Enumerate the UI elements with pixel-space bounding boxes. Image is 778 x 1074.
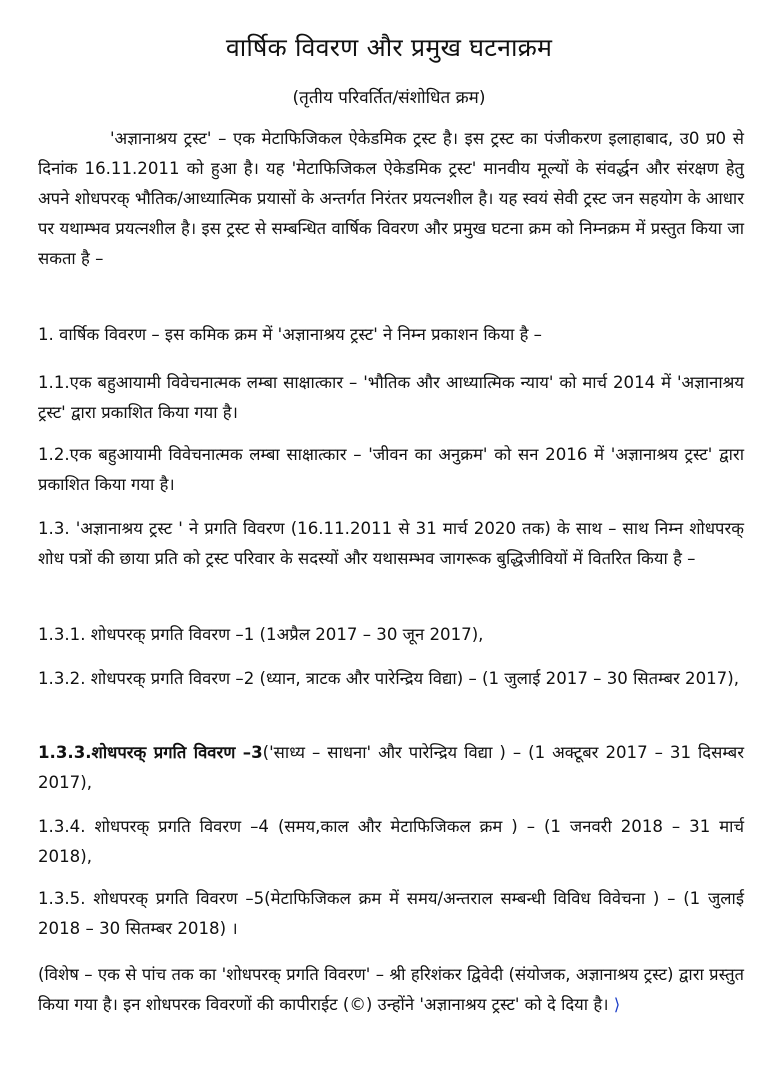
note-paragraph [38, 960, 744, 1020]
item-1-3: 1.3. 'अज्ञानाश्रय ट्रस्ट ' ने प्रगति विवरण (16.11.2011 से 31 मार्च 2020 तक) के साथ – साथ निम्न शोधपरक् शोध पत्रों की छाया प्रति को ट्रस्ट परिवार के सदस्यों और यथासम्भव जागरूक बुद्धिजीवियों में वितरित किया है – [38, 519, 744, 568]
intro-paragraph: 'अज्ञानाश्रय ट्रस्ट' – एक मेटाफिजिकल ऐकेडमिक ट्रस्ट है। इस ट्रस्ट का पंजीकरण इलाहाबाद, उ0 प्र0 से दिनांक 16.11.2011 को हुआ है। यह 'मेटाफिजिकल ऐकेडमिक ट्रस्ट' मानवीय मूल्यों के संवर्द्धन और संरक्षण हेतु अपने शोधपरक् भौतिक/आध्यात्मिक प्रयासों के अन्तर्गत निरंतर प्रयत्नशील है। यह स्वयं सेवी ट्रस्ट जन सहयोग के आधार पर यथाम्भव प्रयत्नशील है। इस ट्रस्ट से सम्बन्धित वार्षिक विवरण और प्रमुख घटना क्रम को निम्नक्रम में प्रस्तुत किया जा सकता है – [38, 129, 744, 268]
item-1-1: 1.1.एक बहुआयामी विवेचनात्मक लम्बा साक्षात्कार – 'भौतिक और आध्यात्मिक न्याय' को मार्च 2014 में 'अज्ञानाश्रय ट्रस्ट' द्वारा प्रकाशित किया गया है। [38, 373, 744, 422]
item-1-3-4: 1.3.4. शोधपरक् प्रगति विवरण –4 (समय,काल और मेटाफिजिकल क्रम ) – (1 जनवरी 2018 – 31 मार्च 2018), [38, 817, 744, 866]
page-title: वार्षिक विवरण और प्रमुख घटनाक्रम [225, 33, 553, 62]
item-1-3-2: 1.3.2. शोधपरक् प्रगति विवरण –2 (ध्यान, त्राटक और पारेन्द्रिय विद्या) – (1 जुलाई 2017 – 30 सितम्बर 2017), [38, 669, 739, 688]
cursor-mark-icon: ⟩ [613, 995, 621, 1014]
item-1-3-3-text: ('साध्य – साधना' और पारेन्द्रिय विद्या ) – (1 अक्टूबर 2017 – 31 दिसम्बर 2017), [38, 743, 744, 792]
item-1-3-1: 1.3.1. शोधपरक् प्रगति विवरण –1 (1अप्रैल 2017 – 30 जून 2017), [38, 625, 484, 644]
note-text: (विशेष – एक से पांच तक का 'शोधपरक् प्रगति विवरण' – श्री हरिशंकर द्विवेदी (संयोजक, अज्ञानाश्रय ट्रस्ट) द्वारा प्रस्तुत किया गया है। इन शोधपरक विवरणों की कापीराईट (©) उन्होंने 'अज्ञानाश्रय ट्रस्ट' को दे दिया है। [38, 965, 744, 1014]
page-subtitle: (तृतीय परिवर्तित/संशोधित क्रम) [292, 88, 486, 108]
item-1-3-3 [38, 738, 744, 798]
item-1-2: 1.2.एक बहुआयामी विवेचनात्मक लम्बा साक्षात्कार – 'जीवन का अनुक्रम' को सन 2016 में 'अज्ञानाश्रय ट्रस्ट' द्वारा प्रकाशित किया गया है। [38, 445, 744, 494]
section-1-heading: 1. वार्षिक विवरण – इस कमिक क्रम में 'अज्ञानाश्रय ट्रस्ट' ने निम्न प्रकाशन किया है – [38, 325, 542, 344]
item-1-3-5: 1.3.5. शोधपरक् प्रगति विवरण –5(मेटाफिजिकल क्रम में समय/अन्तराल सम्बन्धी विविध विवेचना ) – (1 जुलाई 2018 – 30 सितम्बर 2018) । [38, 889, 744, 938]
item-1-3-3-title: 1.3.3.शोधपरक् प्रगति विवरण –3 [38, 743, 263, 762]
